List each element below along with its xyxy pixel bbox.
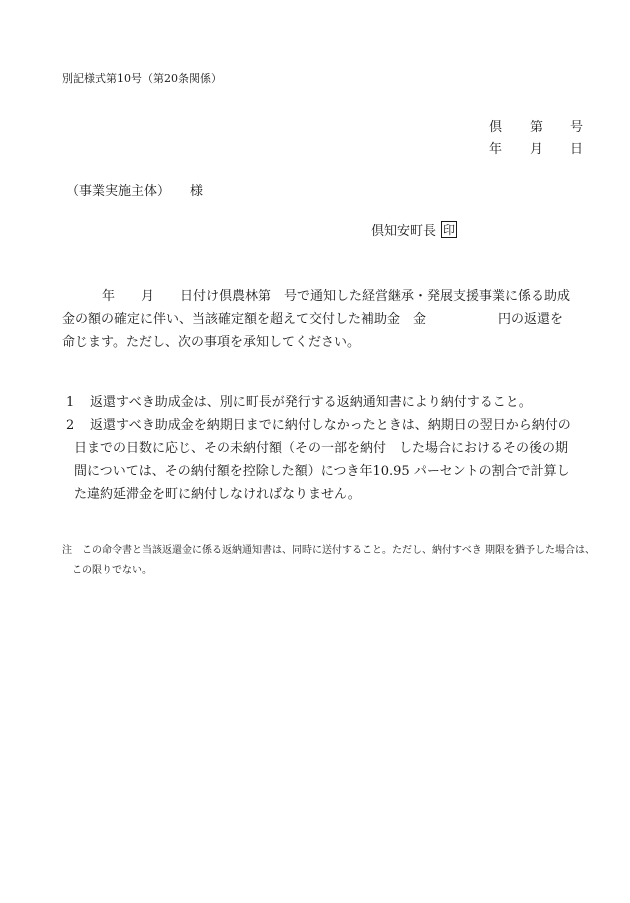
list-item xyxy=(62,414,590,437)
date-year: 年 xyxy=(489,142,503,157)
body-paragraph xyxy=(62,285,588,354)
issuer xyxy=(371,220,457,239)
item-continuation: た違約延滞金を町に納付しなければなりません。 xyxy=(74,487,361,502)
footnote-line-1: 注 この命令書と当該返還金に係る返納通知書は、同時に送付すること。ただし、納付すべき 期限を猶予した場合は、 xyxy=(62,545,595,556)
doc-number-suffix: 号 xyxy=(570,120,584,135)
addressee xyxy=(66,180,203,199)
addressee-honorific: 様 xyxy=(190,184,204,199)
body-line-2-text: 金の額の確定に伴い、当該確定額を超えて交付した補助金 金 xyxy=(62,312,427,327)
date-month: 月 xyxy=(530,142,544,157)
form-label: 別記様式第10号（第20条関係） xyxy=(62,72,222,85)
doc-number-middle: 第 xyxy=(530,120,544,135)
footnote-line-2: この限りでない。 xyxy=(72,565,152,576)
issuer-title: 倶知安町長 xyxy=(371,224,437,239)
body-month: 月 xyxy=(141,289,155,304)
body-line-1 xyxy=(62,285,588,308)
list-item xyxy=(62,391,590,414)
item-text: 返還すべき助成金は、別に町長が発行する返納通知書により納付すること。 xyxy=(90,395,532,410)
body-year: 年 xyxy=(102,289,116,304)
body-line-1-text: 日付け倶農林第 号で通知した経営継承・発展支援事業に係る助成 xyxy=(180,289,571,304)
conditions-list xyxy=(62,391,590,506)
item-text: 返還すべき助成金を納期日までに納付しなかったときは、納期日の翌日から納付の xyxy=(90,418,571,433)
item-continuation: 日までの日数に応じ、その未納付額（その一部を納付 した場合におけるその後の期 xyxy=(74,441,569,456)
item-number: 2 xyxy=(66,418,75,433)
seal-mark: 印 xyxy=(443,223,456,237)
date-day: 日 xyxy=(570,142,584,157)
body-line-2 xyxy=(62,308,588,331)
body-line-2-tail: 円の返還を xyxy=(498,312,564,327)
doc-number-prefix: 倶 xyxy=(489,120,503,135)
footnote xyxy=(62,541,595,581)
body-line-3: 命じます。ただし、次の事項を承知してください。 xyxy=(62,335,360,350)
addressee-name: （事業実施主体） xyxy=(66,184,171,199)
item-continuation: 間については、その納付額を控除した額）につき年10.95 パーセントの割合で計算し xyxy=(74,464,570,479)
item-number: 1 xyxy=(66,395,75,410)
